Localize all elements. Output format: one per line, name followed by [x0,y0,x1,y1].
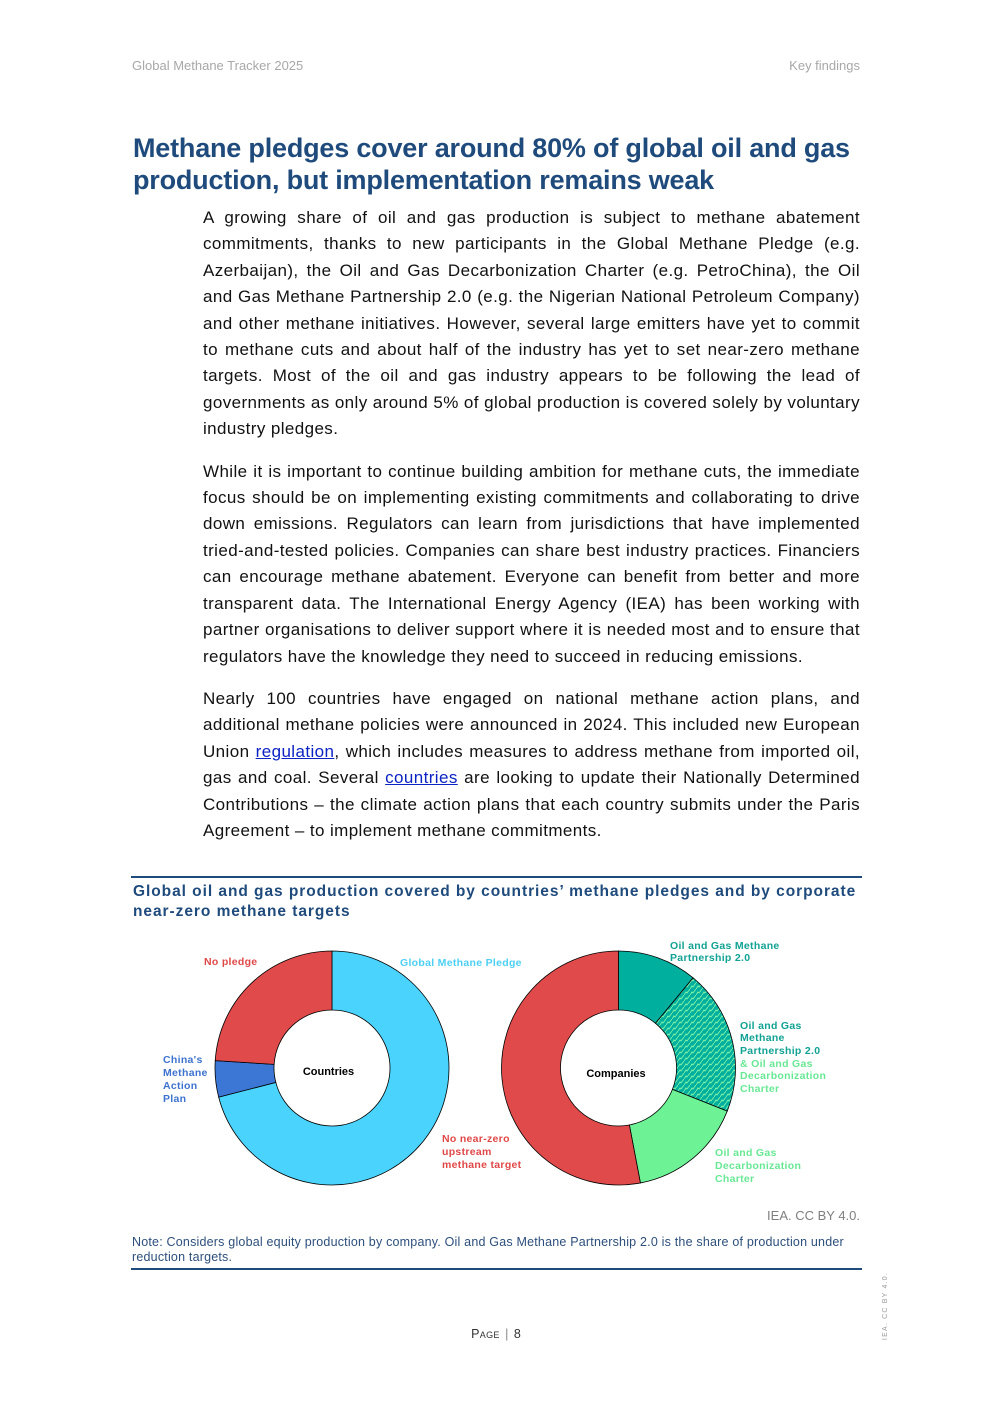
label-line: & Oil and Gas [740,1057,813,1070]
label-line: Oil and Gas [715,1146,777,1159]
page-separator: | [505,1327,509,1341]
label-china-methane-action-plan [163,1054,208,1106]
figure-top-rule [131,876,862,878]
paragraph-3-text-c: are looking to update their Nationally Determined Contributions – the climate action plans that each country submits under the Paris Agreement – to implement methane commitments. [203,768,860,840]
label-line: Methane [740,1032,785,1045]
label-line: Decarbonization [715,1159,802,1172]
label-ogmp-and-ogdc [740,1020,826,1096]
paragraph-2: While it is important to continue building ambition for methane cuts, the immediate focus should be on implementing existing commitments and collaborating to drive down emissions. Regulators can learn from jurisdictions that have implemented tried-and-tested policies. Companies can share best industry practices. Financiers can encourage methane abatement. Everyone can benefit from better and more transparent data. The International Energy Agency (IEA) has been working with partner organisations to deliver support where it is needed most and to ensure that regulators have the knowledge they need to succeed in reducing emissions. [203,461,860,666]
label-line: Partnership 2.0 [740,1044,821,1057]
side-license: IEA. CC BY 4.0. [882,1272,889,1341]
figure-title: Global oil and gas production covered by countries’ methane pledges and by corporate near-zero methane targets [133,883,857,920]
label-line: Partnership 2.0 [670,952,751,965]
paragraph-3-text-b: , which includes measures to address methane from imported oil, gas and coal. Several [203,741,861,788]
label-line: Decarbonization [740,1070,827,1083]
label-line: Oil and Gas [740,1019,802,1032]
label-line: Methane [163,1066,208,1079]
figure-bottom-rule [131,1268,862,1270]
countries-donut [215,951,449,1185]
page-label: Page [471,1327,500,1341]
body-text [203,205,860,860]
paragraph-3-text-a: Nearly 100 countries have engaged on national methane action plans, and additional methane policies were announced in 2024. This included new European Union [203,688,860,761]
figure-source: IEA. CC BY 4.0. [767,1208,860,1223]
label-line: Charter [740,1083,780,1096]
paragraph-1: A growing share of oil and gas production is subject to methane abatement commitments, thanks to new participants in the Global Methane Pledge (e.g. Azerbaijan), the Oil and Gas Decarbonization Charter (e.g. PetroChina), the Oil and Gas Methane Partnership 2.0 (e.g. the Nigerian National Petroleum Company) and other methane initiatives. However, several large emitters have yet to commit to methane cuts and about half of the industry has yet to set near-zero methane targets. Most of the oil and gas industry appears to be following the lead of governments as only around 5% of global production is covered solely by voluntary industry pledges. [203,208,860,439]
companies-donut [502,951,736,1185]
label-line: Action [163,1079,198,1092]
companies-center-label: Companies [586,1067,646,1080]
label-line: Oil and Gas Methane [670,940,780,952]
running-header-title: Global Methane Tracker 2025 [132,58,304,73]
figure-note: Note: Considers global equity production by company. Oil and Gas Methane Partnership 2.0 is the share of production under reduction targets. [132,1234,844,1264]
label-ogmp [670,940,780,965]
label-no-near-zero-target [442,1133,521,1172]
page-number [0,1326,992,1342]
label-line: Global Methane Pledge [400,957,522,969]
page-number-value: 8 [513,1327,521,1341]
page-title: Methane pledges cover around 80% of global oil and gas production, but implementation remains weak [133,133,850,195]
label-line: methane target [442,1158,522,1171]
label-line: upstream [442,1145,492,1158]
label-line: No near-zero [442,1132,510,1145]
label-line: No pledge [204,956,258,968]
regulation-link[interactable]: regulation [255,741,335,761]
label-global-methane-pledge [400,957,522,970]
countries-center-label: Countries [302,1065,355,1078]
label-ogdc [715,1147,801,1186]
label-line: China's [163,1053,203,1066]
running-header-section: Key findings [789,58,860,73]
paragraph-3 [203,686,860,844]
countries-link[interactable]: countries [385,768,458,788]
label-no-pledge [204,956,257,969]
label-line: Plan [163,1092,187,1105]
label-line: Charter [715,1172,755,1185]
